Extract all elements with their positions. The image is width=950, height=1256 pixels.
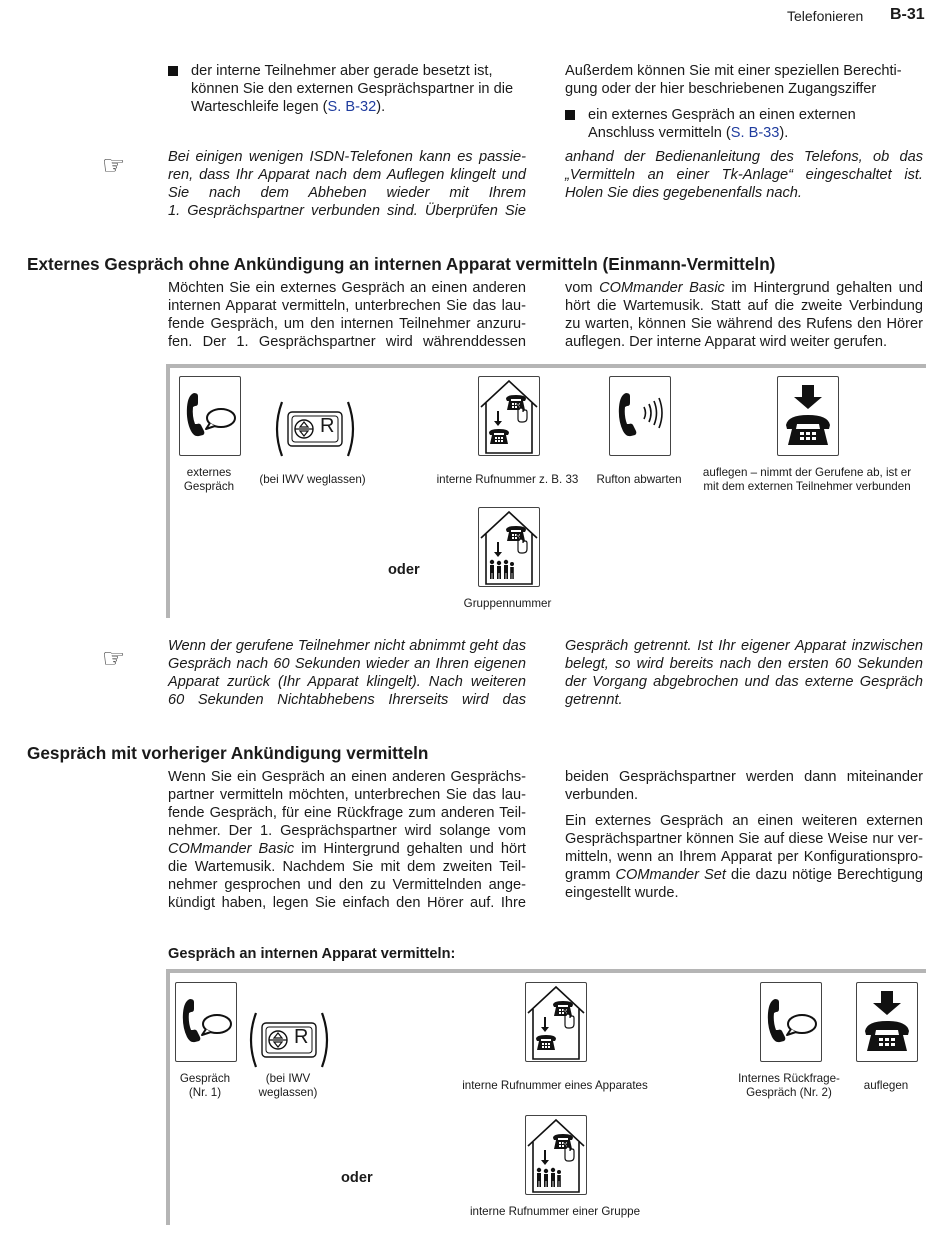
text-line: Ein externes Gespräch an einen weiteren externen: [565, 813, 923, 829]
oder-label: oder: [341, 1170, 373, 1186]
text-line: zu warten, können Sie während des Rufens den Hörer: [565, 316, 923, 332]
text-line: beiden Gesprächspartner werden dann miteinander: [565, 769, 923, 785]
right-intro-text: [565, 62, 923, 98]
text-line: der interne Teilnehmer aber gerade besetzt ist,: [191, 63, 493, 79]
text-line: 1. Gesprächspartner verbunden sind. Überprüfen Sie: [168, 203, 526, 219]
text-line: Gespräch getrennt. Ist Ihr eigener Apparat inzwischen: [565, 638, 923, 654]
caption-call-2: Internes Rückfrage- Gespräch (Nr. 2): [738, 1072, 840, 1099]
text-line: nehmer. Der 1. Gesprächspartner wird solange vom: [168, 823, 526, 839]
text-line: fende Gespräch, um den internen Teilnehmer anzuru-: [168, 316, 526, 332]
text-line: Bei einigen wenigen ISDN-Telefonen kann es passie-: [168, 149, 526, 165]
caption-internal-number: interne Rufnummer z. B. 33: [436, 473, 579, 486]
text-line: gramm COMmander Set die dazu nötige Berechtigung: [565, 867, 923, 883]
text-line: ein externes Gespräch an einen externen: [588, 107, 856, 123]
text-line: anhand der Bedienanleitung des Telefons, ob das: [565, 149, 923, 165]
note-1-left: [168, 148, 526, 220]
text-line: fen. Der 1. Gesprächspartner wird währenddessen: [168, 334, 526, 350]
caption-group-number: interne Rufnummer einer Gruppe: [469, 1205, 641, 1218]
hangup-icon: [777, 376, 839, 456]
section-heading-einmann: Externes Gespräch ohne Ankündigung an internen Apparat vermitteln (Einmann-Vermitteln): [27, 254, 776, 274]
handset-speech-icon: [760, 982, 822, 1062]
text-line: Warteschleife legen (S. B-32).: [191, 99, 386, 115]
note-1-right: [565, 148, 923, 202]
r-key-label: R: [320, 415, 335, 437]
house-group-icon: [478, 507, 540, 587]
bullet-marker: [168, 66, 178, 76]
text-line: „Vermitteln an einer Tk-Anlage“ eingeschaltet ist.: [565, 167, 923, 183]
caption-iwv: (bei IWV weglassen): [259, 473, 366, 486]
handset-speech-icon: [179, 376, 241, 456]
text-line: Gesprächspartner können Sie auf diese Weise nur ver-: [565, 831, 923, 847]
hangup-icon: [856, 982, 918, 1062]
link-s-b-32[interactable]: S. B-32: [327, 99, 377, 115]
caption-iwv: (bei IWV weglassen): [258, 1072, 318, 1099]
text-line: internen Apparat vermitteln, unterbrechen Sie das lau-: [168, 298, 526, 314]
text-line: Apparat zurück (Ihr Apparat klingelt). Nach weiteren: [168, 674, 526, 690]
pointing-hand-icon: ☞: [102, 150, 126, 180]
text-line: können Sie den externen Gesprächspartner in die: [191, 81, 514, 97]
text-line: Anschluss vermitteln (S. B-33).: [588, 125, 789, 141]
section-2-left-text: [168, 768, 526, 912]
text-line: eingestellt wurde.: [565, 885, 679, 901]
r-key-icon: [270, 398, 360, 460]
header-section-title: Telefonieren: [787, 8, 864, 24]
caption-hangup: auflegen: [863, 1079, 909, 1092]
text-line: Holen Sie dies gegebenenfalls nach.: [565, 185, 802, 201]
text-line: fende Gespräch, für eine Rückfrage zum anderen Teil-: [168, 805, 526, 821]
page-number: B-31: [890, 6, 925, 23]
ringing-handset-icon: [609, 376, 671, 456]
oder-label: oder: [388, 562, 420, 578]
text-line: ren, dass Ihr Apparat nach dem Auflegen klingelt und: [168, 167, 526, 183]
text-line: partner vermitteln möchten, unterbrechen Sie das lau-: [168, 787, 526, 803]
section-1-left-text: [168, 279, 526, 351]
text-line: mitteln, wenn an Ihrem Apparat per Konfigurationspro-: [565, 849, 923, 865]
text-line: Gespräch nach 60 Sekunden wieder an Ihren eigenen: [168, 656, 526, 672]
text-line: auflegen. Der interne Apparat wird weiter gerufen.: [565, 334, 888, 350]
text-line: Wenn der gerufene Teilnehmer nicht abnimmt geht das: [168, 638, 526, 654]
text-line: Außerdem können Sie mit einer speziellen Berechti-: [565, 63, 902, 79]
subheading-internal-transfer: Gespräch an internen Apparat vermitteln:: [168, 946, 456, 962]
text-line: COMmander Basic im Hintergrund gehalten und hört: [168, 841, 526, 857]
pointing-hand-icon: ☞: [102, 643, 126, 673]
text-line: hört die Wartemusik. Statt auf die zweite Verbindung: [565, 298, 923, 314]
bullet-item-external: [588, 106, 923, 142]
text-line: gung oder der hier beschriebenen Zugangsziffer: [565, 81, 877, 97]
section-heading-announced: Gespräch mit vorheriger Ankündigung vermitteln: [27, 743, 429, 763]
text-line: belegt, so wird bereits nach den ersten 60 Sekunden: [565, 656, 923, 672]
link-s-b-33[interactable]: S. B-33: [730, 125, 780, 141]
note-2-left: [168, 637, 526, 709]
text-line: verbunden.: [565, 787, 639, 803]
text-line: Möchten Sie ein externes Gespräch an einen anderen: [168, 280, 526, 296]
r-key-icon: [244, 1009, 334, 1071]
caption-wait-ring: Rufton abwarten: [596, 473, 682, 486]
house-phone-icon: [478, 376, 540, 456]
text-line: getrennt.: [565, 692, 623, 708]
bullet-item-busy: [191, 62, 531, 116]
text-line: der Vorgang abgebrochen und das externe Gespräch: [565, 674, 923, 690]
text-line: die Wartemusik. Nachdem Sie mit dem zweiten Teil-: [168, 859, 526, 875]
text-line: 60 Sekunden Nichtabhebens Ihrerseits wird das: [168, 692, 526, 708]
section-2-right-text: [565, 768, 923, 902]
section-1-right-text: [565, 279, 923, 351]
caption-internal-number: interne Rufnummer eines Apparates: [462, 1079, 648, 1092]
text-line: Wenn Sie ein Gespräch an einen anderen Gesprächs-: [168, 769, 526, 785]
text-line: kündigt haben, legen Sie einfach den Hörer auf. Ihre: [168, 895, 526, 911]
house-phone-icon: [525, 982, 587, 1062]
house-group-icon: [525, 1115, 587, 1195]
text-line: nehmer gesprochen und den zu Vermittelnden ange-: [168, 877, 526, 893]
bullet-marker: [565, 110, 575, 120]
note-2-right: [565, 637, 923, 709]
r-key-label: R: [294, 1026, 309, 1048]
text-line: Sie nach dem Abheben wieder mit Ihrem: [168, 185, 526, 201]
caption-call-1: Gespräch (Nr. 1): [179, 1072, 231, 1099]
caption-hangup-connected: auflegen – nimmt der Gerufene ab, ist er mit dem externen Teilnehmer verbunden: [702, 466, 912, 493]
caption-external-call: externes Gespräch: [183, 466, 235, 493]
text-line: vom COMmander Basic im Hintergrund gehalten und: [565, 280, 923, 296]
handset-speech-icon: [175, 982, 237, 1062]
caption-group-number: Gruppennummer: [463, 597, 552, 610]
